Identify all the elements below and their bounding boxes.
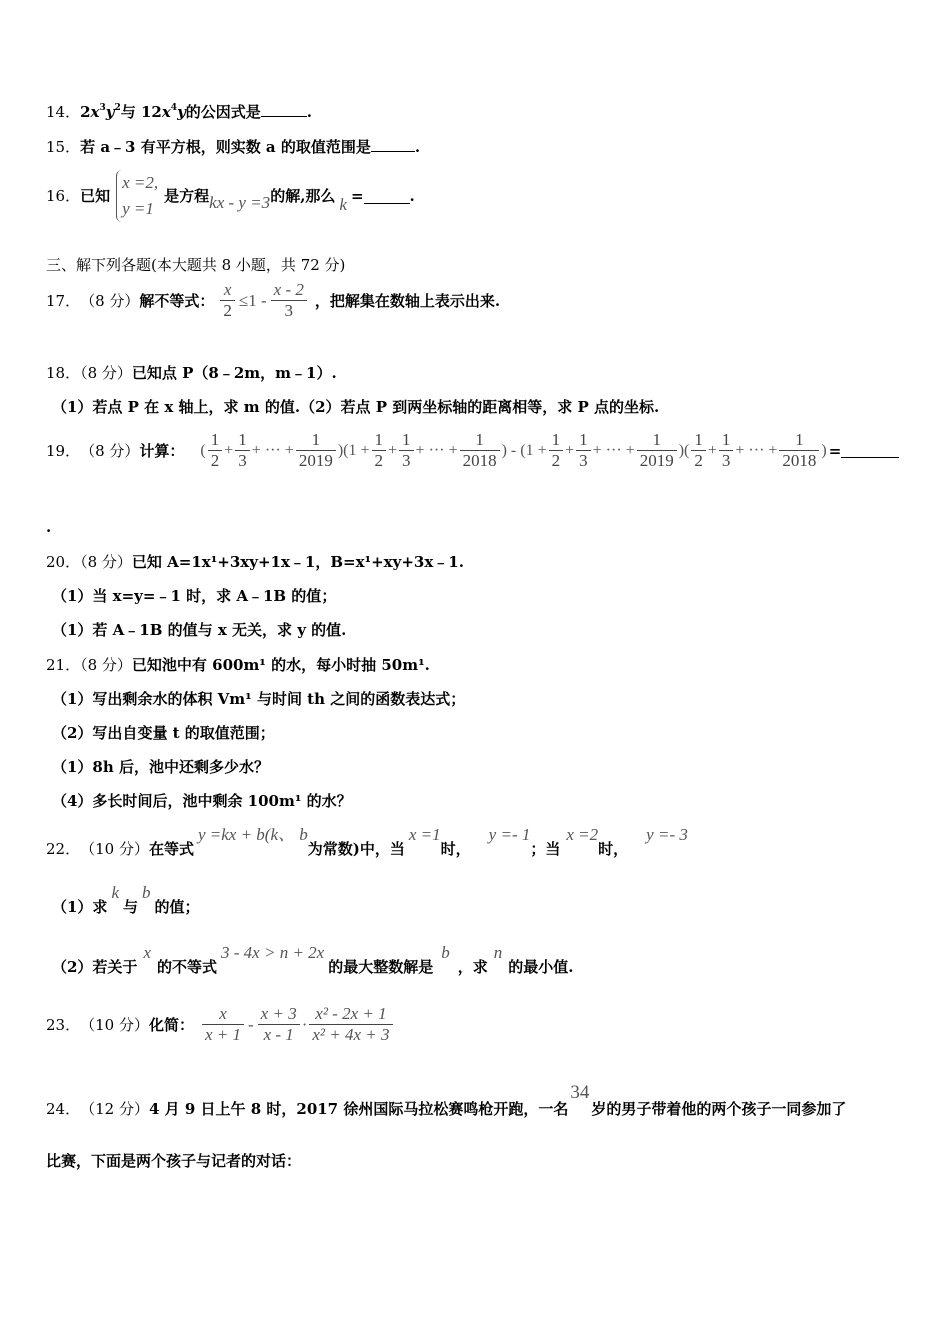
fraction: $\frac{1}{2}$ xyxy=(549,430,564,471)
math-symbol: ··· xyxy=(264,441,281,459)
fraction: $\frac{1}{3}$ xyxy=(235,430,250,471)
math-symbol: + xyxy=(415,441,425,459)
answer-blank[interactable] xyxy=(364,189,410,204)
paren: )( xyxy=(678,441,690,459)
fraction: $\frac{1}{2018}$ xyxy=(779,430,819,471)
question-21-sub-2: （2）写出自变量 t 的取值范围； xyxy=(52,724,275,742)
answer-blank[interactable] xyxy=(371,137,415,152)
question-19: 19． （8 分） 计算： ( $\frac{1}{2}$ + $\frac{1}{3}$ + ··· + $\frac{1}{2019}$ )(1 + $\frac{1}{2}$ + $\frac{1}{3}$ + ··· + $\frac{1}{2018}$ ) - (1 + $\frac{1}{2}$ + $\frac{1}{3}$ + ··· + $\frac{1}{2019}$ )( $\frac{1}{2}$ + $\frac{1}{3}$ + ··· + $\frac{1}{2018}$ ) = xyxy=(46,430,899,471)
fraction: $\frac{1}{2}$ xyxy=(691,430,706,471)
fraction: $\frac{1}{2}$ xyxy=(372,430,387,471)
question-24: 24． （12 分） 4 月 9 日上午 8 时，2017 徐州国际马拉松赛鸣枪开跑，一名 34 岁的男子带着他的两个孩子一同参加了 xyxy=(46,1082,847,1118)
question-16: 16． 已知 x =2, y =1 是方程 kx - y =3 的解,那么 k = . xyxy=(46,170,415,222)
paren: ( xyxy=(200,441,206,459)
math-symbol: ··· xyxy=(748,441,765,459)
sum-expression xyxy=(198,430,828,471)
question-number: 14． xyxy=(46,103,81,121)
math-symbol: + xyxy=(284,441,294,459)
question-20-sub-1: （1）当 x=y=﹣1 时，求 A﹣1B 的值； xyxy=(52,587,337,605)
math-symbol: + xyxy=(224,441,234,459)
fraction: $\frac{1}{2}$ xyxy=(208,430,223,471)
question-21-sub-3: （1）8h 后，池中还剩多少水？ xyxy=(52,758,270,776)
math-symbol: + xyxy=(768,441,778,459)
question-21-sub-1: （1）写出剩余水的体积 Vm¹ 与时间 th 之间的函数表达式； xyxy=(52,690,466,708)
paren: )(1 + xyxy=(337,441,370,459)
question-20: 20．（8 分）已知 A=1x¹+3xy+1x﹣1，B=x¹+xy+3x﹣1. xyxy=(46,553,464,571)
equation-system: x =2, y =1 xyxy=(116,170,158,222)
fraction: $\frac{x}{2}$ xyxy=(220,280,235,321)
fraction: $\frac{1}{3}$ xyxy=(399,430,414,471)
math-symbol: + xyxy=(251,441,261,459)
question-15: 15．若 a﹣3 有平方根，则实数 a 的取值范围是 . xyxy=(46,138,421,156)
question-22-sub-1: （1）求 k 与 b 的值； xyxy=(52,883,200,916)
math-symbol: + xyxy=(707,441,717,459)
question-23: 23． （10 分） 化简： $\frac{x}{x + 1}$ - $\frac{x + 3}{x - 1}$ · $\frac{\text{x² - 2x + 1}}{\text{x² + 4x + 3}}$ xyxy=(46,1004,393,1045)
math-symbol: + xyxy=(625,441,635,459)
answer-blank[interactable] xyxy=(841,443,899,458)
section-heading: 三、解下列各题(本大题共 8 小题，共 72 分) xyxy=(46,256,346,274)
math-symbol: + xyxy=(565,441,575,459)
question-21: 21．（8 分）已知池中有 600m¹ 的水，每小时抽 50m¹. xyxy=(46,656,430,674)
answer-blank[interactable] xyxy=(261,102,307,117)
fraction: $\frac{x}{x + 1}$ xyxy=(202,1004,244,1045)
paren: ) xyxy=(821,441,827,459)
question-20-sub-2: （1）若 A﹣1B 的值与 x 无关，求 y 的值. xyxy=(52,621,347,639)
fraction: $\frac{1}{2019}$ xyxy=(637,430,677,471)
fraction: $\frac{x - 2}{3}$ xyxy=(271,280,307,321)
fraction: $\frac{\text{x² - 2x + 1}}{\text{x² + 4x + 3}}$ xyxy=(309,1004,392,1045)
fraction: $\frac{1}{3}$ xyxy=(719,430,734,471)
question-17: 17． （8 分） 解不等式： $\frac{x}{2}$ ≤1 - $\frac{x - 2}{3}$ ，把解集在数轴上表示出来. xyxy=(46,280,501,320)
math-symbol: + xyxy=(735,441,745,459)
question-22: 22． （10 分） 在等式 y =kx + b(k、 b 为常数)中，当 x =1 时， y =- 1 ；当 x =2 时， y =- 3 xyxy=(46,825,688,858)
fraction: $\frac{x + 3}{x - 1}$ xyxy=(258,1004,300,1045)
math-symbol: + xyxy=(448,441,458,459)
paren: ) - (1 + xyxy=(501,441,547,459)
period: . xyxy=(46,518,52,536)
question-21-sub-4: （4）多长时间后，池中剩余 100m¹ 的水？ xyxy=(52,792,352,810)
math-symbol: + xyxy=(592,441,602,459)
math-symbol: + xyxy=(388,441,398,459)
math-symbol: ··· xyxy=(605,441,622,459)
fraction: $\frac{1}{3}$ xyxy=(576,430,591,471)
math-symbol: ··· xyxy=(428,441,445,459)
question-18-sub: （1）若点 P 在 x 轴上，求 m 的值.（2）若点 P 到两坐标轴的距离相等，求 P 点的坐标. xyxy=(52,398,660,416)
fraction: $\frac{1}{2019}$ xyxy=(296,430,336,471)
question-24-line-2: 比赛，下面是两个孩子与记者的对话： xyxy=(46,1152,302,1170)
question-22-sub-2: （2）若关于 x 的不等式 3 - 4x > n + 2x 的最大整数解是 b ，求 n 的最小值. xyxy=(52,943,574,976)
question-18: 18．（8 分）已知点 P（8﹣2m，m﹣1）. xyxy=(46,364,337,382)
question-14: 14．$2x^3y^2$与 $12x^4y$的公因式是 . xyxy=(46,103,313,121)
fraction: $\frac{1}{2018}$ xyxy=(460,430,500,471)
